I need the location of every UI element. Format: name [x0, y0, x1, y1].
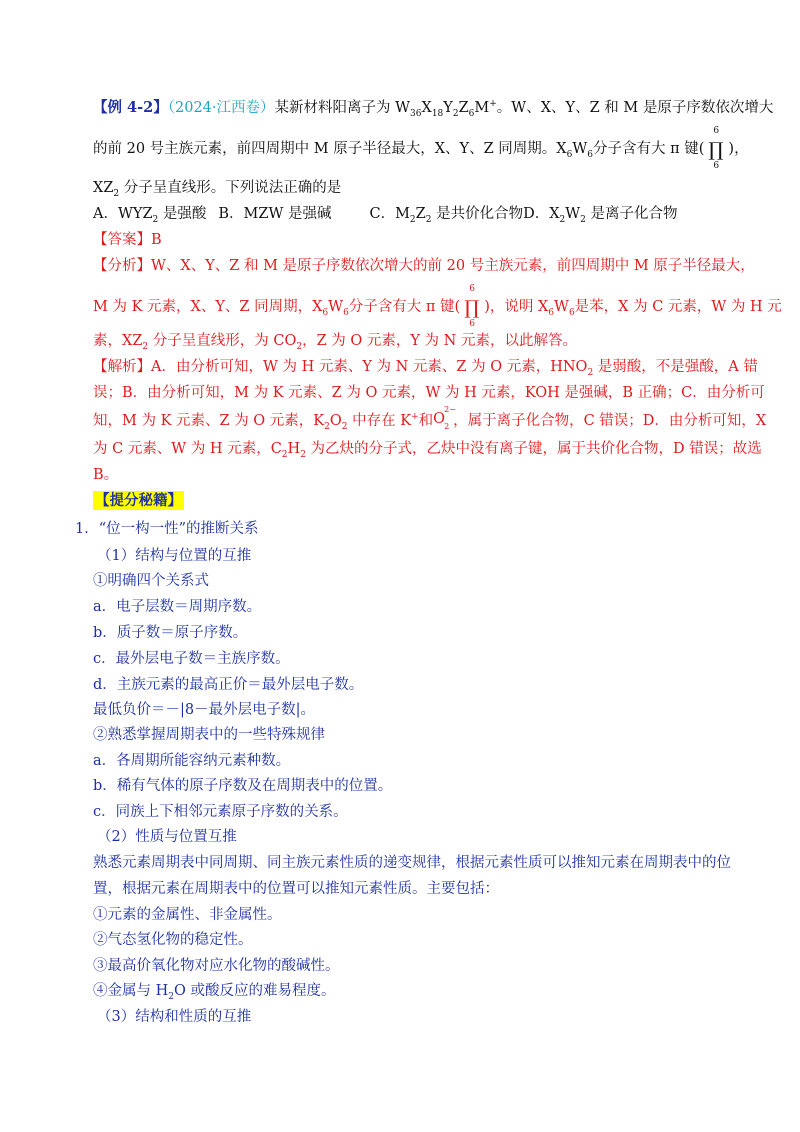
- pi-bond-symbol: 6 ∏ 6: [708, 126, 724, 171]
- analysis-label: 【分析】: [93, 258, 151, 274]
- options-line: [93, 202, 678, 223]
- option-c: C．$M_2Z_2$ 是共价化合物: [369, 206, 524, 225]
- answer-value: B: [151, 232, 162, 248]
- note-line: （2）性质与位置互推: [97, 829, 237, 845]
- note-line: ③最高价氧化物对应水化物的酸碱性。: [93, 958, 340, 974]
- option-b: B．MZW 是强碱: [218, 206, 332, 222]
- explanation-label: 【解析】: [93, 359, 151, 375]
- analysis-line-3: 素，$XZ_2$ 分子呈直线形，为 $CO_2$，Z 为 O 元素，Y 为 N 元素，以此解答。: [93, 333, 577, 352]
- example-source: （2024·江西卷）: [167, 100, 275, 116]
- tips-title: 【提分秘籍】: [95, 492, 182, 509]
- note-line: 置，根据元素在周期表中的位置可以推知元素性质。主要包括：: [93, 881, 499, 897]
- note-line: （3）结构和性质的互推: [97, 1009, 252, 1025]
- note-line: b．质子数＝原子序数。: [93, 625, 248, 641]
- example-label: 【例 4-2】: [93, 99, 168, 116]
- explanation-line-4: 为 C 元素、W 为 H 元素，$C_2H_2$ 为乙炔的分子式，乙炔中没有离子键，属于共价化合物，D 错误；故选: [93, 441, 762, 460]
- question-line-2: 的前 20 号主族元素，前四周期中 M 原子半径最大，X、Y、Z 同周期。$X_6W_6$分子含有大 π 键( 6 ∏ 6 )，: [93, 126, 749, 171]
- note-line: ②气态氢化物的稳定性。: [93, 932, 253, 948]
- note-line: a．电子层数＝周期序数。: [93, 599, 262, 615]
- explanation-line-2: 误；B．由分析可知，M 为 K 元素、Z 为 O 元素，W 为 H 元素，KOH 是强碱，B 正确；C．由分析可: [93, 385, 765, 401]
- note-line: 熟悉元素周期表中同周期、同主族元素性质的递变规律，根据元素性质可以推知元素在周期表中的位: [93, 855, 731, 871]
- explanation-line-3: 知，M 为 K 元素、Z 为 O 元素，$K_2O_2$ 中存在 K+和 O 2 2− ，属于离子化合物，C 错误；D．由分析可知，X: [93, 405, 767, 432]
- note-line: ②熟悉掌握周期表中的一些特殊规律: [93, 727, 325, 743]
- explanation-line-1: 【解析】A．由分析可知，W 为 H 元素、Y 为 N 元素、Z 为 O 元素，$HNO_2$ 是弱酸，不是强酸，A 错: [93, 359, 758, 378]
- note-line: ①明确四个关系式: [93, 573, 209, 589]
- analysis-line-1: 【分析】W、X、Y、Z 和 M 是原子序数依次增大的前 20 号主族元素，前四周期中 M 原子半径最大，: [93, 258, 755, 274]
- answer-line: [93, 228, 162, 249]
- option-d: D．$X_2W_2$ 是离子化合物: [523, 206, 678, 225]
- option-a: A．$WYZ_2$ 是强酸: [93, 206, 207, 225]
- note-line: b．稀有气体的原子序数及在周期表中的位置。: [93, 778, 393, 794]
- note-line: d．主族元素的最高正价＝最外层电子数。: [93, 677, 364, 693]
- note-line: ④金属与 $H_2O$ 或酸反应的难易程度。: [93, 983, 336, 1002]
- note-heading: 1．“位一构一性”的推断关系: [75, 521, 259, 537]
- question-line-1: 【例 4-2】（2024·江西卷）某新材料阳离子为 $W_{36}X_{18}Y_2Z_6M^+$。W、X、Y、Z 和 M 是原子序数依次增大: [93, 99, 774, 119]
- note-line: c．同族上下相邻元素原子序数的关系。: [93, 804, 348, 820]
- tips-header: [93, 489, 184, 510]
- explanation-line-5: B。: [93, 467, 119, 483]
- note-line: ①元素的金属性、非金属性。: [93, 907, 282, 923]
- pi-bond-symbol: 6 ∏ 6: [464, 284, 480, 329]
- peroxide-ion: O 2 2−: [433, 405, 456, 431]
- note-line: c．最外层电子数＝主族序数。: [93, 651, 290, 667]
- analysis-line-2: M 为 K 元素，X、Y、Z 同周期，$X_6W_6$分子含有大 π 键( 6 ∏ 6 )，说明 $X_6W_6$是苯，X 为 C 元素，W 为 H 元: [93, 284, 782, 329]
- question-line-3: $XZ_2$ 分子呈直线形。下列说法正确的是: [93, 180, 342, 199]
- note-line: a．各周期所能容纳元素种数。: [93, 753, 291, 769]
- note-line: 最低负价＝－|8－最外层电子数|。: [93, 702, 315, 718]
- note-line: （1）结构与位置的互推: [97, 548, 252, 564]
- answer-label: 【答案】: [93, 232, 151, 248]
